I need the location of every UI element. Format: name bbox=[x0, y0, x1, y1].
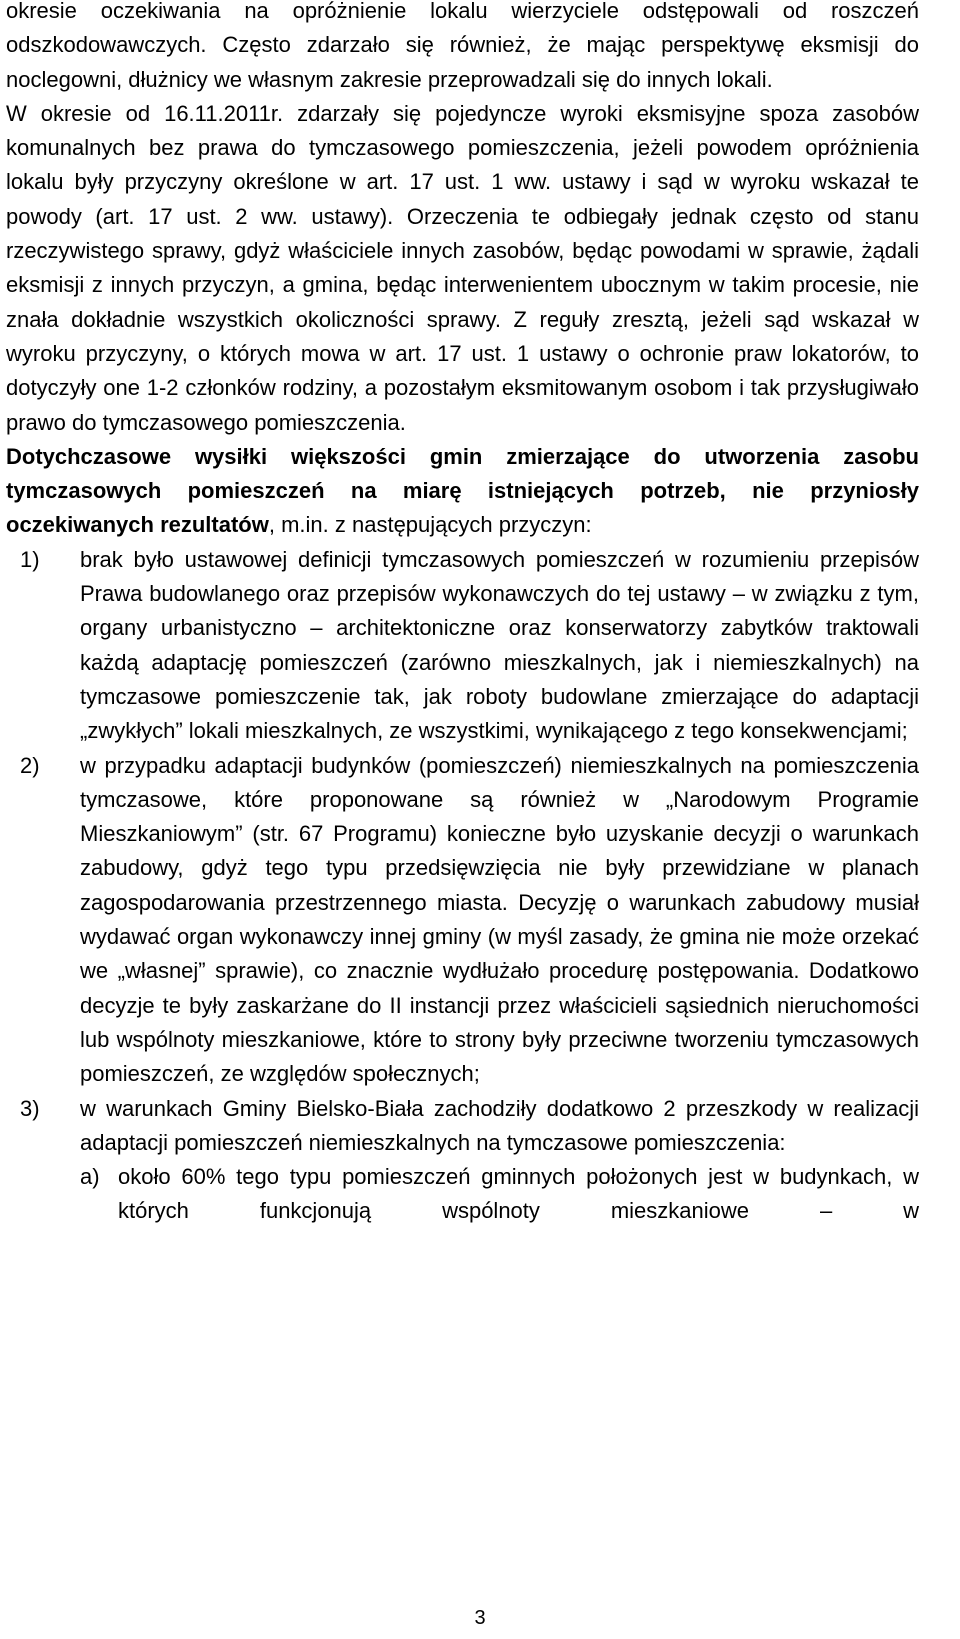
reason-marker: 3) bbox=[20, 1095, 40, 1121]
paragraph-eviction-rulings: W okresie od 16.11.2011r. zdarzały się pojedyncze wyroki eksmisyjne spoza zasobów komunalnych bez prawa do tymczasowego pomieszczenia, jeżeli powodem opróżnienia lokalu były przyczyny określone w art. 17 ust. 1 ww. ustawy i sąd w wyroku wskazał te powody (art. 17 ust. 2 ww. ustawy). Orzeczenia te odbiegały jednak często od stanu rzeczywistego sprawy, gdyż właściciele innych zasobów, będąc powodami w sprawie, żądali eksmisji z innych przyczyn, a gmina, będąc interwenientem ubocznym w takim procesie, nie znała dokładnie wszystkich okoliczności sprawy. Z reguły zresztą, jeżeli sąd wskazał w wyroku przyczyny, o których mowa w art. 17 ust. 1 ustawy o ochronie praw lokatorów, to dotyczyły one 1-2 członków rodziny, a pozostałym eksmitowanym osobom i tak przysługiwało prawo do tymczasowego pomieszczenia. bbox=[6, 100, 919, 435]
reason-item-2 bbox=[6, 749, 919, 1092]
reason-marker: 2) bbox=[20, 752, 40, 778]
subreason-marker: a) bbox=[80, 1164, 100, 1190]
paragraph-eviction-waiting: okresie oczekiwania na opróżnienie lokalu wierzyciele odstępowali od roszczeń odszkodowawczych. Często zdarzało się również, że mając perspektywę eksmisji do noclegowni, dłużnicy we własnym zakresie przeprowadzali się do innych lokali. bbox=[6, 0, 919, 92]
reason-marker: 1) bbox=[20, 546, 40, 572]
reason-item-3 bbox=[6, 1092, 919, 1229]
subreasons-list bbox=[80, 1160, 919, 1229]
summary-bold-text: Dotychczasowe wysiłki większości gmin zmierzające do utworzenia zasobu tymczasowych pomieszczeń na miarę istniejących potrzeb, nie przyniosły oczekiwanych rezultatów bbox=[6, 443, 919, 538]
reason-text: brak było ustawowej definicji tymczasowych pomieszczeń w rozumieniu przepisów Prawa budowlanego oraz przepisów wykonawczych do tej ustawy – w związku z tym, organy urbanistyczno – architektoniczne oraz konserwatorzy zabytków traktowali każdą adaptację pomieszczeń (zarówno mieszkalnych, jak i niemieszkalnych) na tymczasowe pomieszczenie tak, jak roboty budowlane zmierzające do adaptacji „zwykłych” lokali mieszkalnych, ze wszystkimi, wynikającego z tego konsekwencjami; bbox=[80, 546, 919, 744]
subreason-item-a bbox=[80, 1160, 919, 1229]
reason-text: w przypadku adaptacji budynków (pomieszczeń) niemieszkalnych na pomieszczenia tymczasowe, które proponowane są również w „Narodowym Programie Mieszkaniowym” (str. 67 Programu) konieczne było uzyskanie decyzji o warunkach zabudowy, gdyż tego typu przedsięwzięcia nie były przewidziane w planach zagospodarowania przestrzennego miasta. Decyzję o warunkach zabudowy musiał wydawać organ wykonawczy innej gminy (w myśl zasady, że gmina nie może orzekać we „własnej” sprawie), co znacznie wydłużało procedurę postępowania. Dodatkowo decyzje te były zaskarżane do II instancji przez właścicieli sąsiednich nieruchomości lub wspólnoty mieszkaniowe, które to strony były przeciwne tworzeniu tymczasowych pomieszczeń, ze względów społecznych; bbox=[80, 752, 919, 1087]
reason-item-1 bbox=[6, 543, 919, 749]
summary-rest-text: , m.in. z następujących przyczyn: bbox=[268, 512, 592, 538]
reasons-list bbox=[6, 543, 919, 1229]
document-page bbox=[6, 0, 919, 1229]
page-number: 3 bbox=[474, 1607, 486, 1629]
subreason-text: około 60% tego typu pomieszczeń gminnych położonych jest w budynkach, w których funkcjonują wspólnoty mieszkaniowe – w bbox=[118, 1164, 919, 1224]
reason-text: w warunkach Gminy Bielsko-Biała zachodziły dodatkowo 2 przeszkody w realizacji adaptacji pomieszczeń niemieszkalnych na tymczasowe pomieszczenia: bbox=[80, 1095, 919, 1155]
paragraph-summary bbox=[6, 440, 919, 543]
